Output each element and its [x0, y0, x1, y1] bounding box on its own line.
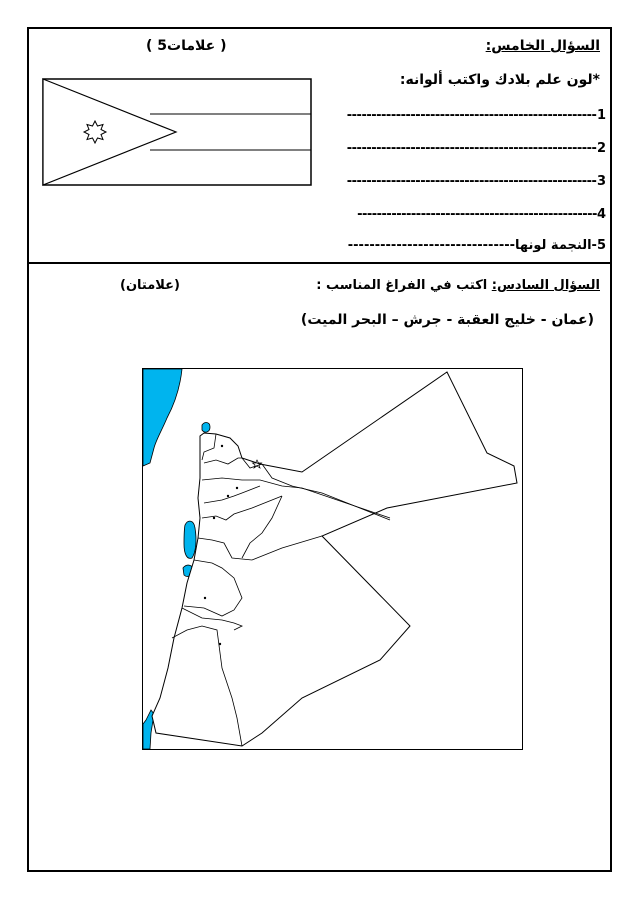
answer-label: 3-: [591, 174, 606, 189]
q5-answer-5[interactable]: [348, 238, 606, 253]
q5-answer-1[interactable]: [347, 108, 606, 123]
flag-star-icon: [84, 121, 106, 143]
answer-dashes: --------------------------------------------------: [346, 141, 592, 156]
q5-instruction: *لون علم بلادك واكتب ألوانه:: [399, 72, 600, 88]
q6-marks: (علامتان): [120, 278, 180, 293]
city-marker: [221, 445, 223, 447]
section-divider: [27, 262, 612, 264]
lake-tiberias: [202, 423, 210, 433]
dead-sea: [184, 521, 196, 558]
q5-answer-3[interactable]: [347, 174, 606, 189]
answer-dashes: -------------------------------------------------: [357, 207, 597, 222]
q6-word-bank: (عمان - خليج العقبة - جرش – البحر الميت): [300, 312, 594, 328]
jordan-flag-outline[interactable]: [42, 78, 312, 186]
city-marker: [227, 495, 229, 497]
city-marker: [219, 643, 221, 645]
city-marker: [204, 597, 206, 599]
q6-instruction: اكتب في الفراغ المناسب :: [316, 278, 488, 293]
jordan-map[interactable]: [142, 368, 523, 750]
answer-label: 1-: [591, 108, 606, 123]
q5-answer-4[interactable]: [357, 207, 606, 222]
q5-title-row: [486, 38, 600, 54]
city-marker: [236, 487, 238, 489]
answer-dashes: -------------------------------: [347, 238, 516, 253]
answer-dashes: --------------------------------------------------: [346, 108, 592, 123]
q5-marks: ( 5علامات ): [146, 38, 227, 54]
answer-label: 4: [596, 207, 606, 222]
q6-title-row: [316, 278, 600, 293]
q5-answer-2[interactable]: [347, 141, 606, 156]
answer-label: 2-: [591, 141, 606, 156]
answer-label: 5-النجمة لونها: [515, 238, 606, 253]
q5-title: السؤال الخامس:: [485, 38, 600, 54]
q6-title: السؤال السادس:: [491, 278, 600, 293]
city-marker: [213, 517, 215, 519]
answer-dashes: --------------------------------------------------: [346, 174, 592, 189]
